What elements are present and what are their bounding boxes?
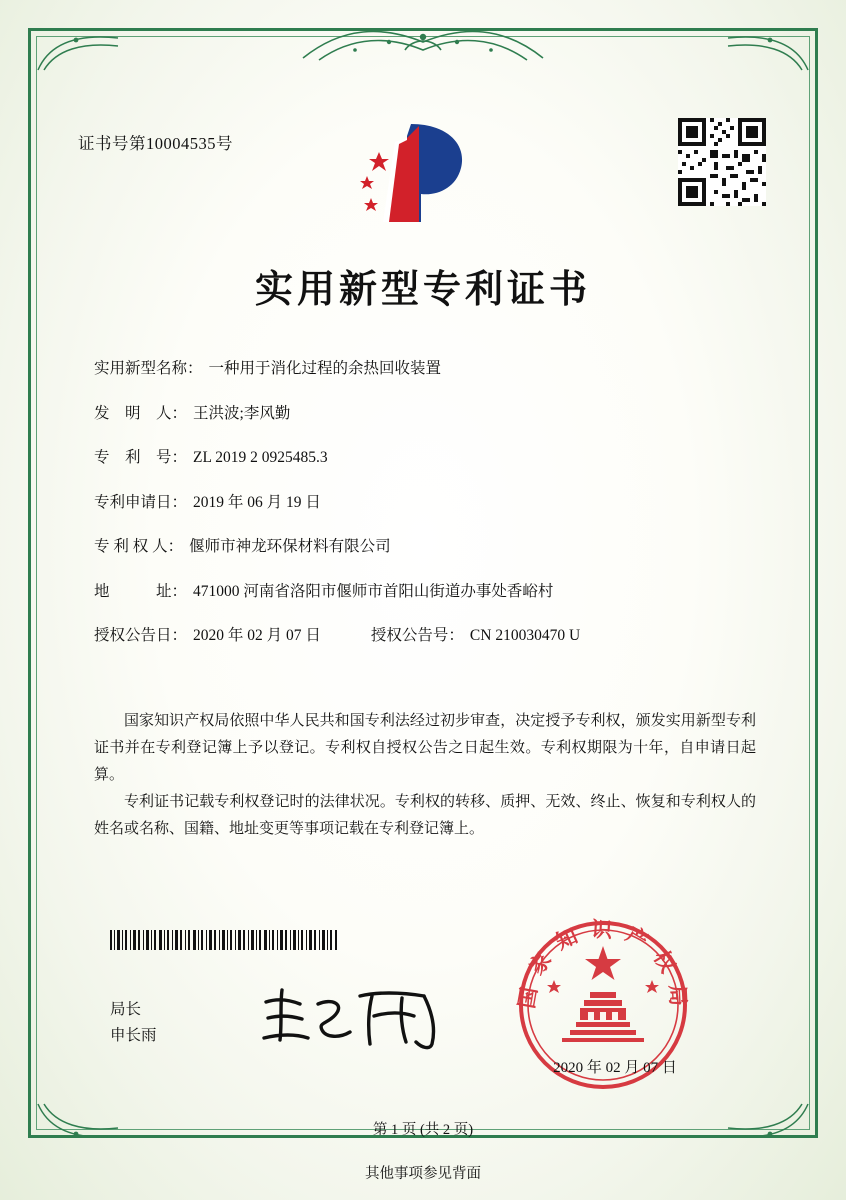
field-label: 地 址： [94, 582, 188, 600]
seal-date: 2020 年 02 月 07 日 [553, 1060, 677, 1076]
legal-paragraph-1: 国家知识产权局依照中华人民共和国专利法经过初步审查，决定授予专利权，颁发实用新型专利证书并在专利登记簿上予以登记。专利权自授权公告之日起生效。专利权期限为十年，自申请日起算。 [94, 713, 756, 783]
field-label: 专 利 号： [94, 449, 188, 466]
corner-ornament-top-right [726, 28, 810, 72]
grant-number-label: 授权公告号： [370, 627, 464, 644]
qr-code [678, 118, 766, 206]
director-block [110, 997, 157, 1049]
cnipa-logo-icon [355, 118, 475, 230]
field-row-patent-number [94, 445, 754, 467]
field-label: 专利申请日： [94, 493, 188, 511]
field-list [94, 356, 754, 668]
field-label: 专 利 权 人： [94, 538, 184, 555]
certificate-number: 证书号第10004535号 [78, 134, 233, 153]
field-value: 偃师市神龙环保材料有限公司 [189, 538, 391, 555]
grant-number-value: CN 210030470 U [469, 627, 581, 644]
field-value: 471000 河南省洛阳市偃师市首阳山街道办事处香峪村 [193, 582, 554, 600]
page-title: 实用新型专利证书 [254, 266, 591, 311]
field-row-inventor [94, 401, 754, 423]
field-row-address [94, 579, 754, 601]
legal-paragraph-2: 专利证书记载专利权登记时的法律状况。专利权的转移、质押、无效、终止、恢复和专利权人的姓名或名称、国籍、地址变更等事项记载在专利登记簿上。 [94, 794, 756, 837]
field-row-name [94, 356, 754, 378]
svg-text:国家知识产权局: 国家知识产权局 [513, 916, 692, 1019]
grant-date-label: 授权公告日： [94, 627, 188, 644]
top-flourish-ornament [293, 20, 553, 68]
field-value: ZL 2019 2 0925485.3 [193, 449, 328, 466]
director-name: 申长雨 [110, 1027, 157, 1044]
field-row-application-date [94, 490, 754, 512]
legal-text [94, 708, 756, 843]
handwritten-signature [256, 982, 456, 1052]
director-label: 局长 [110, 1001, 142, 1018]
field-value: 王洪波;李风勤 [193, 404, 291, 422]
page-number: 第 1 页 (共 2 页) [372, 1122, 474, 1138]
field-row-patentee [94, 534, 754, 556]
grant-date-value: 2020 年 02 月 07 日 [193, 627, 321, 644]
field-value: 2019 年 06 月 19 日 [193, 493, 321, 511]
corner-ornament-top-left [36, 28, 120, 72]
field-value: 一种用于消化过程的余热回收装置 [208, 360, 442, 377]
field-label: 发 明 人： [94, 404, 188, 422]
footer-note: 其他事项参见背面 [365, 1166, 481, 1182]
barcode [110, 930, 338, 950]
field-row-grant-announcement [94, 623, 754, 645]
field-label: 实用新型名称： [94, 360, 203, 377]
